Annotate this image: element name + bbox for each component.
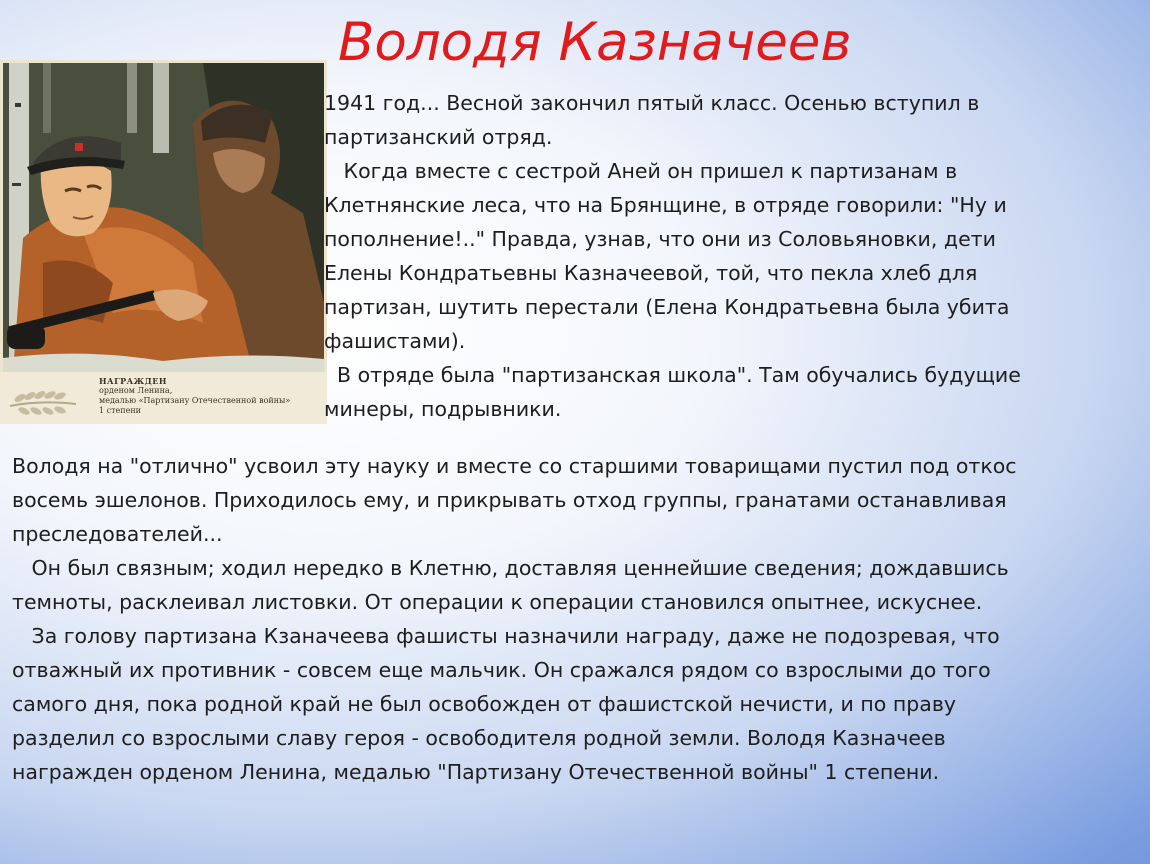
award-caption-heading: НАГРАЖДЕН	[99, 376, 167, 386]
text-line: Клетнянские леса, что на Брянщине, в отряде говорили: "Ну и	[324, 193, 1007, 217]
text-line: разделил со взрослыми славу героя - освободителя родной земли. Володя Казначеев	[12, 726, 946, 750]
text-line: темноты, расклеивал листовки. От операции к операции становился опытнее, искуснее.	[12, 590, 983, 614]
text-line: минеры, подрывники.	[324, 397, 562, 421]
text-line: пополнение!.." Правда, узнав, что они из Соловьяновки, дети	[324, 227, 996, 251]
award-caption-line: орденом Ленина,	[99, 386, 173, 395]
award-caption	[99, 376, 319, 416]
text-line: отважный их противник - совсем еще мальчик. Он сражался рядом со взрослыми до того	[12, 658, 991, 682]
text-line: преследователей...	[12, 522, 223, 546]
slide-title: Володя Казначеев	[338, 12, 852, 73]
text-line: 1941 год... Весной закончил пятый класс. Осенью вступил в	[324, 91, 980, 115]
portrait-caption	[0, 372, 327, 424]
text-line: Когда вместе с сестрой Аней он пришел к партизанам в	[324, 159, 958, 183]
award-caption-line: 1 степени	[99, 406, 142, 415]
text-line: Елены Кондратьевны Казначеевой, той, что пекла хлеб для	[324, 261, 978, 285]
upper-paragraph	[324, 86, 1124, 426]
laurel-branch-icon	[6, 378, 80, 420]
text-line: партизан, шутить перестали (Елена Кондратьевна была убита	[324, 295, 1010, 319]
text-line: награжден орденом Ленина, медалью "Партизану Отечественной войны" 1 степени.	[12, 760, 940, 784]
text-line: Он был связным; ходил нередко в Клетню, доставляя ценнейшие сведения; дождавшись	[12, 556, 1009, 580]
portrait-image	[0, 60, 327, 424]
award-caption-line: медалью «Партизану Отечественной войны»	[99, 396, 291, 405]
text-line: Володя на "отлично" усвоил эту науку и вместе со старшими товарищами пустил под откос	[12, 454, 1017, 478]
text-line: восемь эшелонов. Приходилось ему, и прикрывать отход группы, гранатами останавливая	[12, 488, 1007, 512]
lower-paragraph	[12, 449, 1142, 789]
text-line: партизанский отряд.	[324, 125, 553, 149]
text-line: фашистами).	[324, 329, 466, 353]
text-line: За голову партизана Кзаначеева фашисты назначили награду, даже не подозревая, что	[12, 624, 1000, 648]
text-line: В отряде была "партизанская школа". Там обучались будущие	[324, 363, 1021, 387]
text-line: самого дня, пока родной край не был освобожден от фашистской нечисти, и по праву	[12, 692, 957, 716]
portrait-illustration	[3, 63, 324, 372]
